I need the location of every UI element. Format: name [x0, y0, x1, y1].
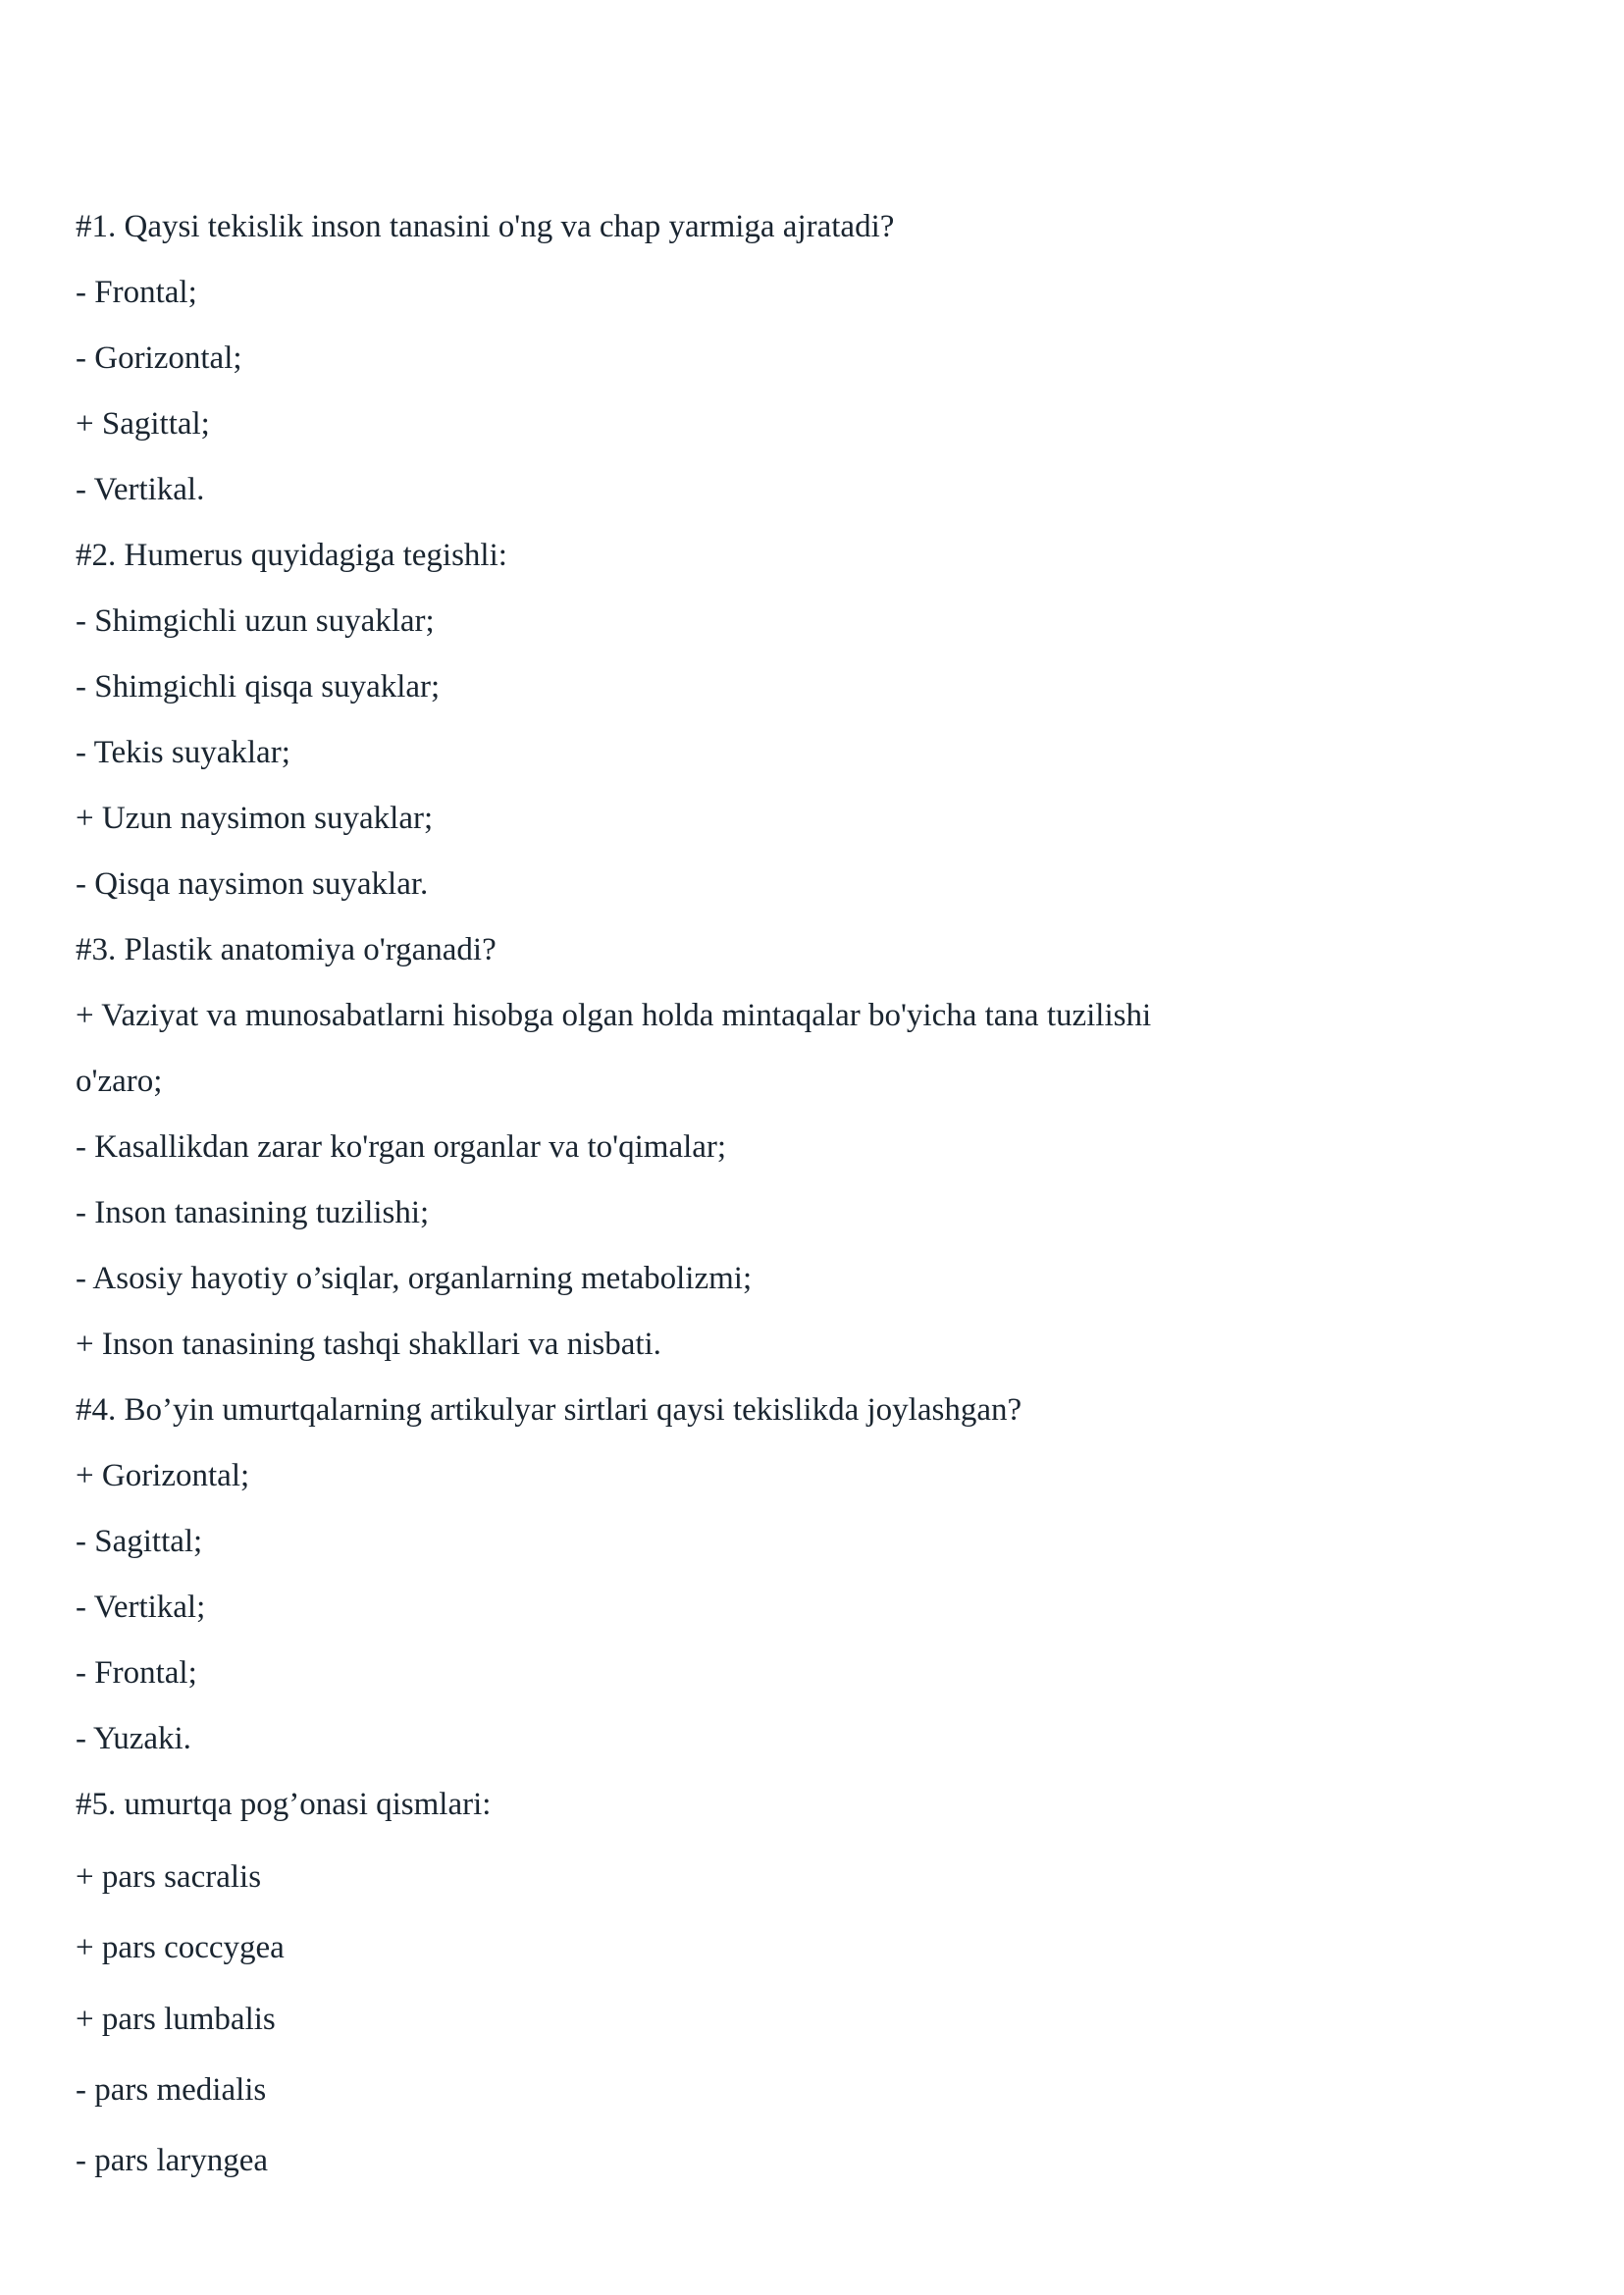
- question-3-option-4: - Asosiy hayotiy o’siqlar, organlarning metabolizmi;: [76, 1261, 753, 1296]
- question-3-option-1-continuation: o'zaro;: [76, 1064, 163, 1099]
- question-1-option-4: - Vertikal.: [76, 472, 205, 507]
- question-3-option-3: - Inson tanasining tuzilishi;: [76, 1195, 430, 1230]
- question-3-option-2: - Kasallikdan zarar ko'rgan organlar va to'qimalar;: [76, 1129, 727, 1165]
- question-4-option-1: + Gorizontal;: [76, 1458, 250, 1493]
- question-5-option-5: - pars laryngea: [76, 2143, 269, 2178]
- question-1-prompt: #1. Qaysi tekislik inson tanasini o'ng va chap yarmiga ajratadi?: [76, 209, 895, 244]
- question-4-option-3: - Vertikal;: [76, 1590, 206, 1625]
- question-4-option-5: - Yuzaki.: [76, 1721, 191, 1756]
- question-2-option-3: - Tekis suyaklar;: [76, 735, 290, 770]
- question-5-option-1: + pars sacralis: [76, 1859, 262, 1895]
- question-5-option-2: + pars coccygea: [76, 1930, 285, 1965]
- question-5-option-3: + pars lumbalis: [76, 2002, 276, 2037]
- question-1-option-2: - Gorizontal;: [76, 340, 242, 376]
- question-2-option-4: + Uzun naysimon suyaklar;: [76, 801, 434, 836]
- question-3-option-1: + Vaziyat va munosabatlarni hisobga olgan holda mintaqalar bo'yicha tana tuzilishi: [76, 998, 1152, 1033]
- question-2-prompt: #2. Humerus quyidagiga tegishli:: [76, 538, 507, 573]
- question-2-option-2: - Shimgichli qisqa suyaklar;: [76, 669, 441, 704]
- question-4-prompt: #4. Bo’yin umurtqalarning artikulyar sirtlari qaysi tekislikda joylashgan?: [76, 1392, 1022, 1428]
- question-2-option-5: - Qisqa naysimon suyaklar.: [76, 866, 429, 902]
- question-5-option-4: - pars medialis: [76, 2072, 267, 2108]
- question-2-option-1: - Shimgichli uzun suyaklar;: [76, 603, 435, 639]
- question-4-option-2: - Sagittal;: [76, 1524, 203, 1559]
- question-3-option-5: + Inson tanasining tashqi shakllari va nisbati.: [76, 1327, 661, 1362]
- question-5-prompt: #5. umurtqa pog’onasi qismlari:: [76, 1787, 492, 1822]
- question-4-option-4: - Frontal;: [76, 1655, 197, 1691]
- question-1-option-1: - Frontal;: [76, 275, 197, 310]
- question-3-prompt: #3. Plastik anatomiya o'rganadi?: [76, 932, 497, 967]
- question-1-option-3: + Sagittal;: [76, 406, 210, 442]
